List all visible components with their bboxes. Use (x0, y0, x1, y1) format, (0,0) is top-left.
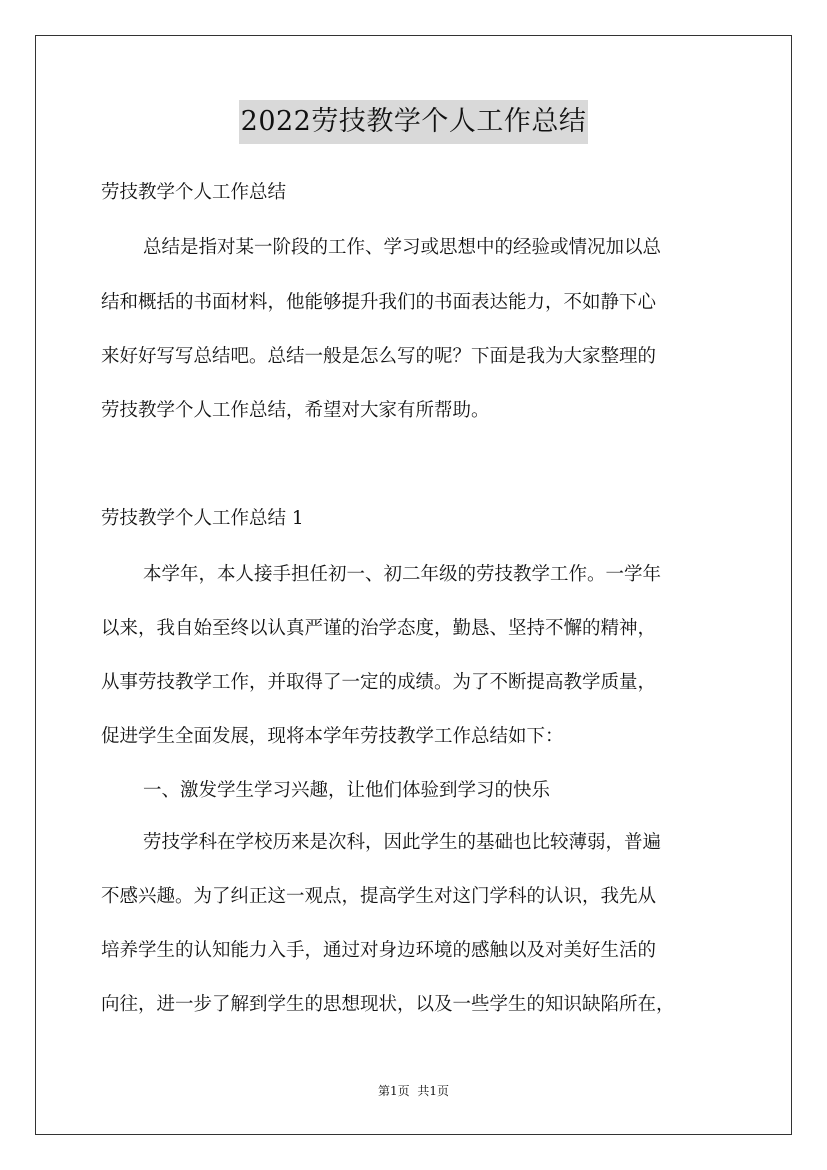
intro-line-2: 结和概括的书面材料，他能够提升我们的书面表达能力，不如静下心 (101, 292, 657, 313)
intro-line-1: 总结是指对某一阶段的工作、学习或思想中的经验或情况加以总 (143, 237, 662, 258)
subtitle: 劳技教学个人工作总结 (101, 182, 287, 203)
para1-line-2: 以来，我自始至终以认真严谨的治学态度，勤恳、坚持不懈的精神， (101, 618, 657, 639)
intro-line-4: 劳技教学个人工作总结，希望对大家有所帮助。 (101, 400, 490, 421)
page-total: 共1页 (417, 1084, 450, 1098)
intro-line-3: 来好好写写总结吧。总结一般是怎么写的呢？下面是我为大家整理的 (101, 346, 657, 367)
para2-line-2: 不感兴趣。为了纠正这一观点，提高学生对这门学科的认识，我先从 (101, 886, 657, 907)
document-title: 2022劳技教学个人工作总结 (239, 100, 589, 144)
para1-line-4: 促进学生全面发展，现将本学年劳技教学工作总结如下： (101, 726, 564, 747)
page-number: 第1页 (377, 1084, 410, 1098)
para2-line-3: 培养学生的认知能力入手，通过对身边环境的感触以及对美好生活的 (101, 940, 657, 961)
section-heading: 劳技教学个人工作总结 1 (101, 508, 304, 529)
para1-line-1: 本学年，本人接手担任初一、初二年级的劳技教学工作。一学年 (143, 564, 662, 585)
page-footer (0, 1081, 827, 1101)
para2-line-4: 向往，进一步了解到学生的思想现状，以及一些学生的知识缺陷所在， (101, 994, 675, 1015)
para2-line-1: 劳技学科在学校历来是次科，因此学生的基础也比较薄弱，普遍 (143, 832, 662, 853)
point1-heading: 一、激发学生学习兴趣，让他们体验到学习的快乐 (143, 780, 551, 801)
title-container (0, 100, 827, 144)
para1-line-3: 从事劳技教学工作，并取得了一定的成绩。为了不断提高教学质量， (101, 672, 657, 693)
